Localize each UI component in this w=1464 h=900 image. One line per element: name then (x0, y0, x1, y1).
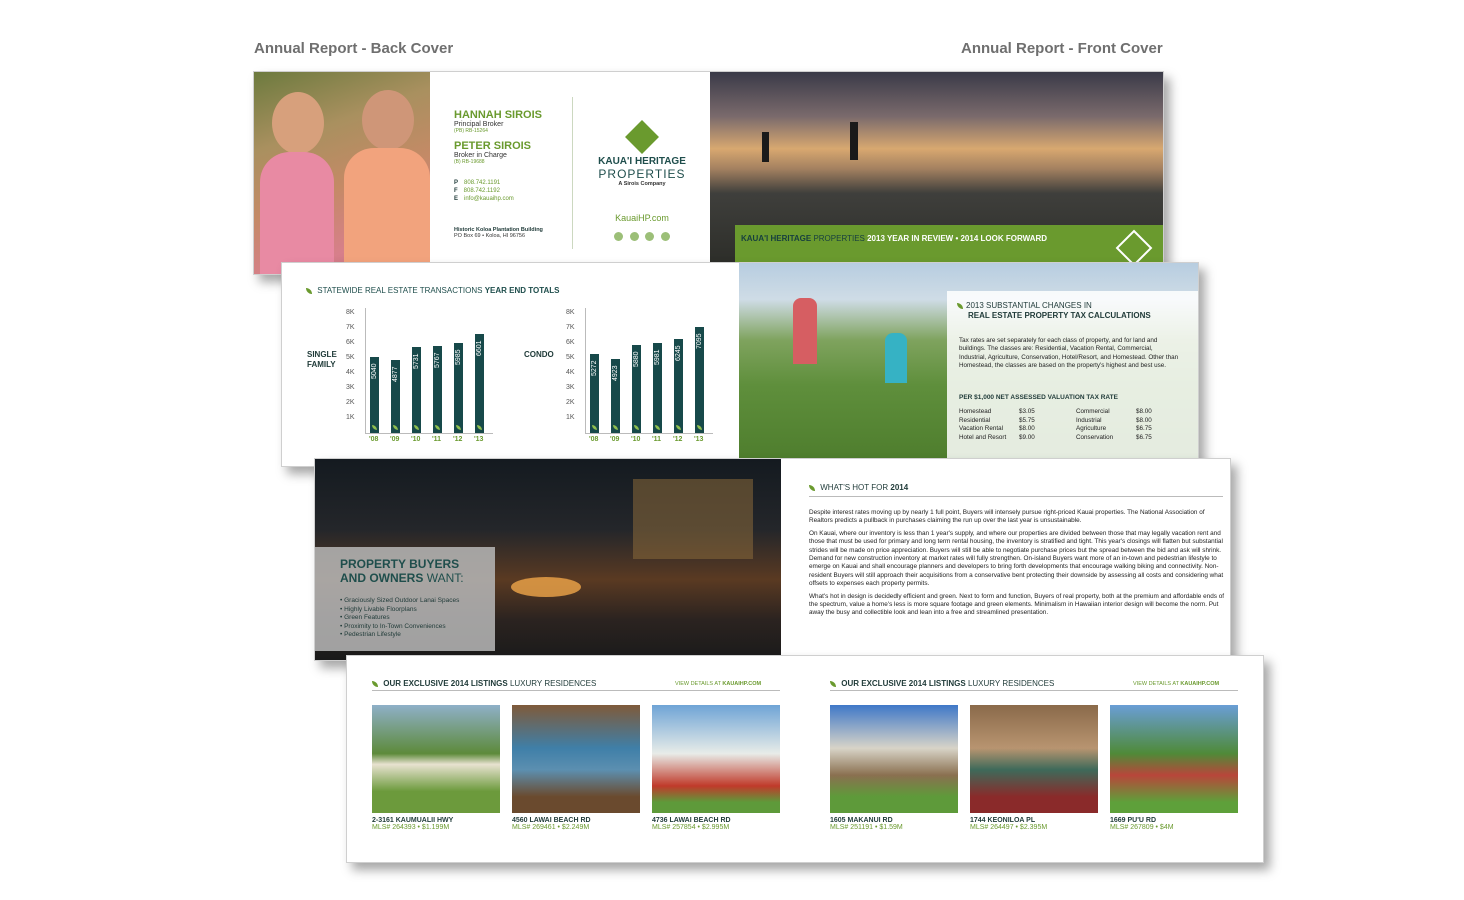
listing-mls: MLS# 269461 • $2.249M (512, 824, 590, 831)
buyers-list-item (340, 623, 459, 632)
y-tick-label: 3K (566, 384, 575, 391)
tax-title2: REAL ESTATE PROPERTY TAX CALCULATIONS (968, 311, 1151, 320)
listings-heading-bold: OUR EXCLUSIVE 2014 LISTINGS (841, 679, 966, 688)
y-tick-label: 5K (566, 354, 575, 361)
tax-class: Industrial (1076, 416, 1102, 424)
contact-value: 808.742.1191 (464, 180, 501, 186)
contact-row[interactable] (454, 179, 574, 187)
stats-title-light: STATEWIDE REAL ESTATE TRANSACTIONS (317, 286, 483, 295)
listing-photo[interactable] (970, 705, 1098, 813)
x-tick-label: '12 (673, 436, 683, 443)
address-line1: Historic Koloa Plantation Building (454, 227, 543, 233)
tax-rate: $9.00 (1019, 433, 1035, 441)
x-tick-label: '08 (369, 436, 379, 443)
logo-line3: A Sirois Company (618, 181, 666, 187)
banner-brand2: PROPERTIES (813, 234, 865, 243)
buyers-list-item (340, 597, 459, 606)
buyers-item-text: Highly Livable Floorplans (344, 605, 417, 613)
buyers-item-text: Green Features (344, 614, 390, 621)
listing-address: 1669 PU'U RD (1110, 817, 1157, 824)
tax-class: Conservation (1076, 433, 1114, 441)
listing-card[interactable] (830, 705, 958, 831)
bar-value-label: 5767 (434, 352, 441, 369)
tax-class: Commercial (1076, 408, 1110, 415)
tax-class: Homestead (959, 408, 992, 415)
single-label-1: SINGLE (307, 350, 337, 359)
leaf-icon (306, 288, 312, 294)
bar-value-label: 5272 (591, 360, 598, 376)
tax-table-left (959, 408, 1059, 442)
listings-heading-left (372, 679, 596, 688)
tax-class: Agriculture (1076, 425, 1107, 432)
listing-card[interactable] (652, 705, 780, 831)
tax-rate: $8.00 (1136, 408, 1152, 415)
chart-axis (365, 308, 366, 433)
tax-class: Vacation Rental (959, 425, 1003, 432)
hot-p2: On Kauai, where our inventory is less than 1 year's supply, and where our properties are divided between those that may legally vacation rent and those that must be used for primary and long term rental housing, the inventory is stratified and tight. This year's closings will flatten but substantial strides will be made on price appreciation. Buyers will still be able to negotiate purchase prices but the spread between the bid and ask will shrink. Demand for new construction inventory at market rates will fully strengthen. On-island Buyers want more of an in-town and pedestrian lifestyle to emerge on Kauai and shall encourage planners and developers to bring forth developments that encourage walking biking and connectivity. Non-resident Buyers will still approach their acquisitions from a conservative bent protecting their downside by assessing all costs and considering what offsets to expenses each property permits. (809, 529, 1224, 588)
banner-brand: KAUA'I HERITAGE (741, 234, 812, 243)
bar-value-label: 4923 (612, 365, 619, 382)
tax-table-right (1076, 408, 1176, 442)
tax-rate: $8.00 (1136, 416, 1152, 424)
single-label-2: FAMILY (307, 360, 336, 369)
listings-heading-light: LUXURY RESIDENCES (967, 679, 1055, 688)
listing-card[interactable] (1110, 705, 1238, 831)
stats-title (306, 286, 560, 295)
tax-box (947, 291, 1198, 467)
address-line2: PO Box 69 • Koloa, HI 96756 (454, 233, 526, 239)
view-light: VIEW DETAILS AT (1133, 681, 1179, 687)
buyers-box (315, 547, 495, 651)
listing-mls: MLS# 264393 • $1.199M (372, 824, 450, 831)
view-bold: KAUAIHP.COM (722, 681, 762, 687)
tax-row (1076, 425, 1176, 434)
tax-row (959, 425, 1059, 434)
leaf-icon (957, 303, 963, 309)
agent1-license: (PB) RB-15264 (454, 128, 488, 134)
listing-card[interactable] (970, 705, 1098, 831)
tax-body: Tax rates are set separately for each class of property, and for land and buildings. The classes are: Residential, Vacation Rental, Commercial, Industrial, Agriculture, Conservation, Hotel/Resort, and Homestead. Other than Homestead, the classes are based on the property's highest and best use. (959, 337, 1179, 370)
y-tick-label: 2K (346, 399, 355, 406)
hot-title-light: WHAT'S HOT FOR (820, 483, 889, 492)
y-tick-label: 6K (346, 339, 355, 346)
listing-address: 4560 LAWAI BEACH RD (512, 817, 591, 824)
agent1-name: HANNAH SIROIS (454, 109, 543, 121)
bar-value-label: 5880 (633, 351, 640, 367)
view-bold: KAUAIHP.COM (1180, 681, 1220, 687)
hot-title-bold: 2014 (890, 483, 909, 492)
bullet-icon: • (340, 631, 345, 638)
contact-value: info@kauaihp.com (464, 196, 514, 202)
bullet-icon: • (340, 622, 345, 630)
leaf-icon (372, 681, 378, 687)
tax-class: Residential (959, 416, 991, 424)
banner-forward: 2014 LOOK FORWARD (960, 234, 1048, 243)
agent2-license: (B) RB-19688 (454, 159, 485, 165)
y-tick-label: 7K (566, 324, 575, 331)
x-tick-label: '11 (652, 436, 662, 443)
buyers-list (340, 597, 459, 640)
listing-photo[interactable] (652, 705, 780, 813)
tax-row (959, 417, 1059, 426)
tax-rate: $5.75 (1019, 416, 1035, 424)
listings-heading-bold: OUR EXCLUSIVE 2014 LISTINGS (383, 679, 508, 688)
listing-card[interactable] (512, 705, 640, 831)
bullet-icon: • (340, 597, 345, 604)
pinterest-icon[interactable] (645, 232, 654, 241)
contact-row[interactable] (454, 195, 574, 203)
y-tick-label: 6K (566, 339, 575, 346)
x-tick-label: '08 (589, 436, 599, 443)
buyers-list-item (340, 614, 459, 623)
listings-heading-right (830, 679, 1054, 688)
buyers-title2: AND OWNERS (340, 571, 424, 585)
contact-value: 808.742.1192 (463, 188, 500, 194)
hot-p1: Despite interest rates moving up by nearly 1 full point, Buyers will intensely pursue right-priced Kauai properties. The National Association of Realtors predicts a pullback in purchases claiming the run up over the last year is unsustainable. (809, 509, 1205, 525)
condo-label: CONDO (524, 350, 554, 359)
tax-class: Hotel and Resort (959, 433, 1007, 441)
view-light: VIEW DETAILS AT (675, 681, 721, 687)
social-icons (590, 228, 694, 246)
buyers-list-item (340, 606, 459, 615)
tax-title1: 2013 SUBSTANTIAL CHANGES IN (966, 301, 1092, 310)
logo-line1: KAUA'I HERITAGE (598, 156, 686, 167)
x-tick-label: '11 (432, 436, 442, 443)
facebook-icon[interactable] (614, 232, 623, 241)
bar-value-label: 5731 (413, 353, 420, 370)
divider (572, 97, 573, 249)
y-tick-label: 2K (566, 399, 575, 406)
chart-axis (585, 308, 586, 433)
y-tick-label: 1K (346, 414, 355, 421)
listing-mls: MLS# 251191 • $1.59M (830, 824, 903, 831)
contact-label: F (454, 188, 458, 194)
listing-address: 4736 LAWAI BEACH RD (652, 817, 731, 824)
listing-photo[interactable] (372, 705, 500, 813)
bar-value-label: 5981 (654, 349, 661, 366)
buyers-item-text: Pedestrian Lifestyle (344, 631, 401, 638)
contact-list (454, 179, 574, 203)
agent2-title: Broker in Charge (454, 152, 507, 159)
single-family-label (307, 350, 337, 370)
front-cover-heading: Annual Report - Front Cover (961, 40, 1163, 57)
view-details-right[interactable] (1133, 681, 1219, 687)
banner-sep: • (955, 234, 959, 243)
x-tick-label: '09 (390, 436, 400, 443)
leaf-icon (809, 485, 815, 491)
stats-title-bold: YEAR END TOTALS (484, 286, 560, 295)
tax-rate: $3.05 (1019, 408, 1035, 415)
agent1-title: Principal Broker (454, 121, 504, 128)
condo-chart (568, 308, 718, 443)
tax-row (959, 408, 1059, 417)
y-tick-label: 8K (566, 309, 575, 316)
banner-review: 2013 YEAR IN REVIEW (867, 234, 954, 243)
x-tick-label: '13 (474, 436, 484, 443)
y-tick-label: 4K (566, 369, 575, 376)
listing-card[interactable] (372, 705, 500, 831)
listings-heading-light: LUXURY RESIDENCES (509, 679, 597, 688)
twitter-icon[interactable] (630, 232, 639, 241)
y-tick-label: 1K (566, 414, 575, 421)
listing-mls: MLS# 257854 • $2.995M (652, 824, 730, 831)
y-tick-label: 5K (346, 354, 355, 361)
buyers-item-text: Graciously Sized Outdoor Lanai Spaces (344, 597, 460, 604)
listing-address: 2-3161 KAUMUALII HWY (372, 817, 454, 824)
tax-row (1076, 408, 1176, 417)
chart-baseline (365, 433, 493, 434)
hot-panel (314, 458, 1231, 661)
bullet-icon: • (340, 605, 345, 613)
bar-value-label: 6601 (476, 340, 483, 356)
googleplus-icon[interactable] (661, 232, 670, 241)
hot-divider (809, 496, 1223, 497)
buyers-list-item (340, 631, 459, 640)
agent-block (454, 109, 574, 239)
stats-panel (281, 262, 1199, 467)
listings-divider-right (830, 690, 1238, 691)
logo-line2: PROPERTIES (598, 167, 686, 181)
chart-baseline (585, 433, 713, 434)
bar-value-label: 4877 (392, 366, 399, 382)
listing-address: 1605 MAKANUI RD (830, 817, 893, 824)
listings-panel (346, 655, 1264, 863)
x-tick-label: '10 (411, 436, 421, 443)
bar-value-label: 7095 (696, 332, 703, 349)
company-logo (590, 122, 694, 246)
contact-row[interactable] (454, 187, 574, 195)
bar-value-label: 6245 (675, 345, 682, 362)
hot-p3: What's hot in design is decidedly efficient and green. Next to form and function, Buyers of real property, both at the premium and affordable ends of the spectrum, value a home's less is more square footage and green elements. Minimalism in Hawaiian interior design will become the norm. Put away the busy and collectible look and lean into a free and streamlined presentation. (809, 592, 1225, 617)
couple-photo (254, 72, 430, 274)
tax-table-title: PER $1,000 NET ASSESSED VALUATION TAX RATE (959, 394, 1118, 401)
x-tick-label: '09 (610, 436, 620, 443)
tax-row (1076, 434, 1176, 443)
bar-value-label: 5040 (371, 363, 378, 380)
buyers-title3: WANT: (426, 571, 464, 585)
listing-photo[interactable] (830, 705, 958, 813)
tax-row (1076, 417, 1176, 426)
tax-rate: $6.75 (1136, 433, 1152, 441)
cover-panel (253, 71, 1164, 275)
view-details-left[interactable] (675, 681, 761, 687)
hot-title (809, 483, 908, 492)
bullet-icon: • (340, 614, 345, 621)
bar-value-label: 5985 (455, 349, 462, 366)
y-tick-label: 7K (346, 324, 355, 331)
x-tick-label: '12 (453, 436, 463, 443)
listing-mls: MLS# 264497 • $2.395M (970, 824, 1048, 831)
tax-row (959, 434, 1059, 443)
website-link[interactable]: KauaiHP.com (615, 213, 669, 223)
buyers-item-text: Proximity to In-Town Conveniences (344, 622, 446, 630)
single-family-chart (348, 308, 498, 443)
y-tick-label: 4K (346, 369, 355, 376)
hot-body (809, 509, 1225, 618)
y-tick-label: 8K (346, 309, 355, 316)
listing-photo[interactable] (1110, 705, 1238, 813)
listing-mls: MLS# 267809 • $4M (1110, 824, 1174, 831)
contact-label: P (454, 180, 459, 186)
back-cover-heading: Annual Report - Back Cover (254, 40, 454, 57)
banner-logo-icon (1116, 230, 1153, 267)
tax-rate: $6.75 (1136, 425, 1152, 432)
agent2-name: PETER SIROIS (454, 140, 532, 152)
logo-mark-icon (625, 120, 659, 154)
buyers-title1: PROPERTY BUYERS (340, 557, 460, 571)
listing-photo[interactable] (512, 705, 640, 813)
y-tick-label: 3K (346, 384, 355, 391)
tax-rate: $8.00 (1019, 425, 1035, 432)
contact-label: E (454, 196, 459, 202)
leaf-icon (830, 681, 836, 687)
listing-address: 1744 KEONILOA PL (970, 817, 1036, 824)
x-tick-label: '13 (694, 436, 704, 443)
listings-divider-left (372, 690, 780, 691)
x-tick-label: '10 (631, 436, 641, 443)
